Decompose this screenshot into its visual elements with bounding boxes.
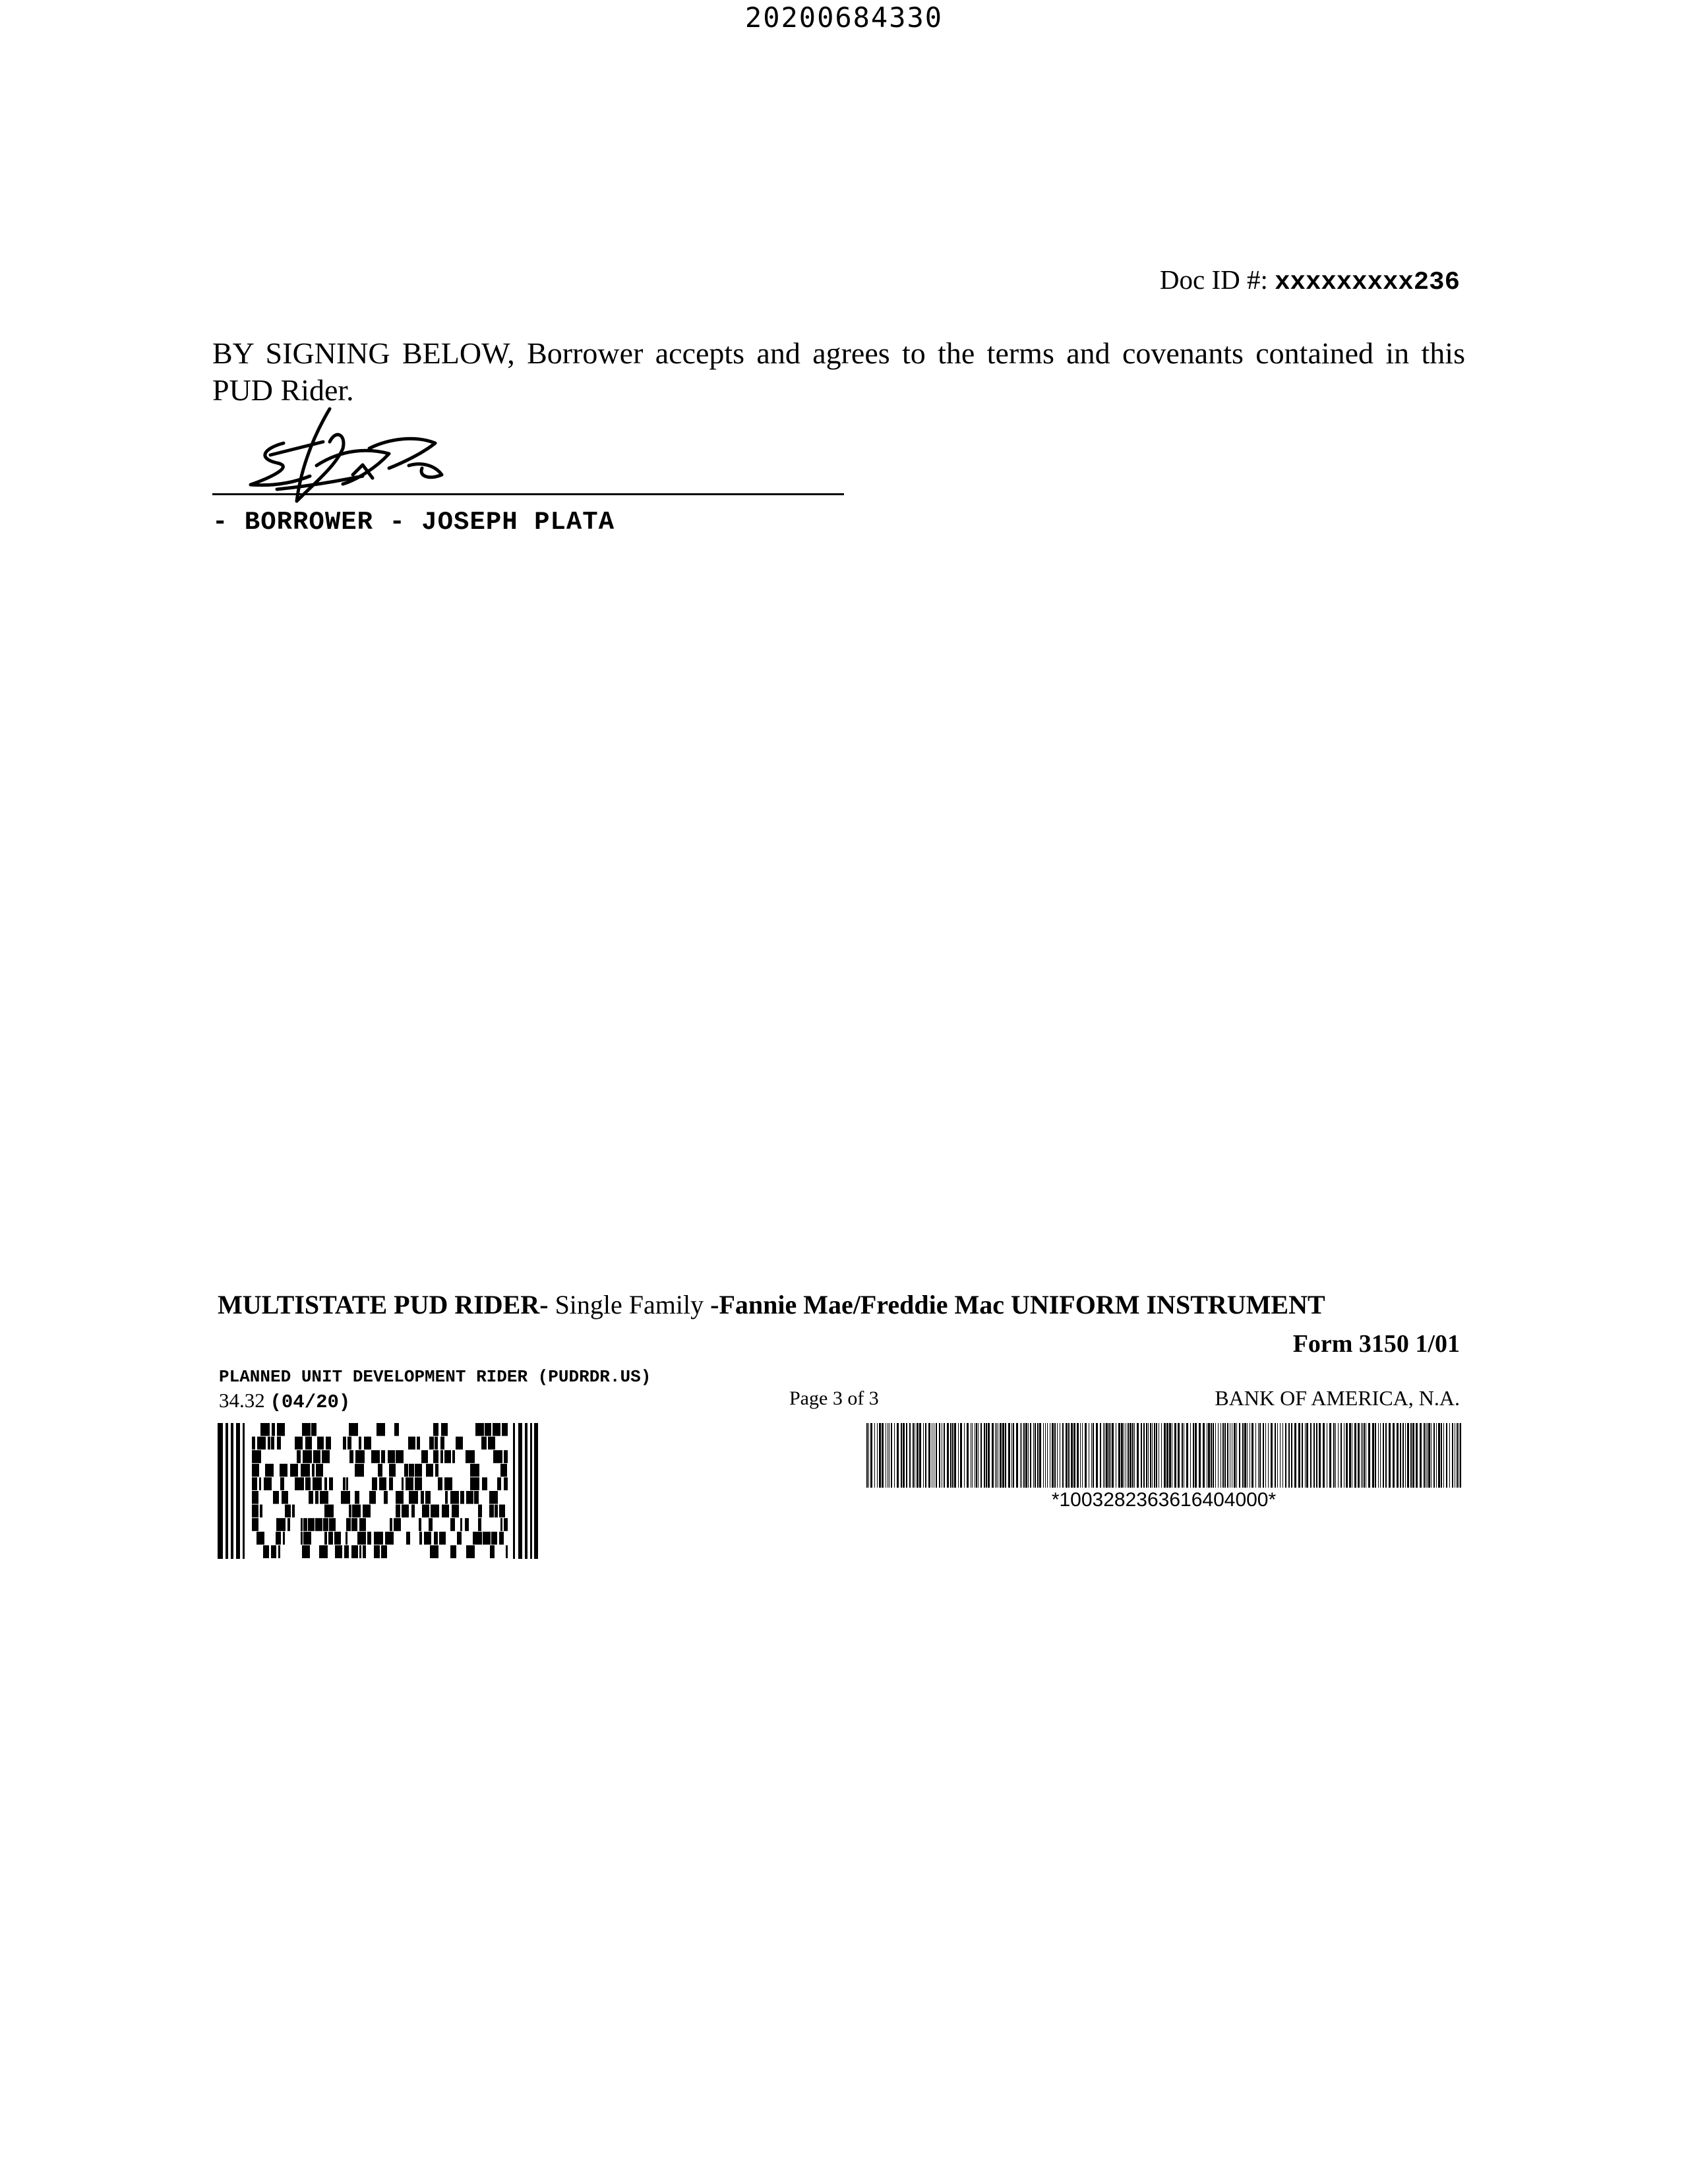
form-title-part-1: MULTISTATE PUD RIDER-	[218, 1290, 549, 1320]
form-title	[218, 1289, 1325, 1320]
doc-id-number: xxxxxxxxx236	[1275, 268, 1460, 297]
lender-name: BANK OF AMERICA, N.A.	[1215, 1386, 1460, 1410]
form-number: Form 3150 1/01	[1292, 1330, 1460, 1358]
signing-statement: BY SIGNING BELOW, Borrower accepts and agrees to the terms and covenants contained in this PUD Rider.	[212, 336, 1465, 407]
form-code	[219, 1389, 350, 1413]
recording-number: 20200684330	[744, 1, 944, 34]
form-code-prefix: 34.32	[219, 1389, 270, 1412]
linear-barcode-icon	[866, 1423, 1461, 1488]
handwritten-signature	[237, 402, 501, 514]
doc-id-label: Doc ID #:	[1159, 264, 1268, 295]
form-code-date: (04/20)	[270, 1391, 351, 1413]
form-name: PLANNED UNIT DEVELOPMENT RIDER (PUDRDR.US)	[219, 1367, 651, 1387]
barcode-number: *1003282363616404000*	[1051, 1489, 1277, 1511]
doc-id	[1160, 264, 1460, 297]
form-title-part-3: -Fannie Mae/Freddie Mac UNIFORM INSTRUMENT	[710, 1290, 1325, 1320]
page-number: Page 3 of 3	[789, 1387, 879, 1409]
form-title-part-2: Single Family	[548, 1290, 711, 1320]
pdf417-barcode-icon	[218, 1423, 538, 1559]
borrower-name-label: - BORROWER - JOSEPH PLATA	[212, 508, 615, 537]
signature-line	[212, 493, 844, 495]
